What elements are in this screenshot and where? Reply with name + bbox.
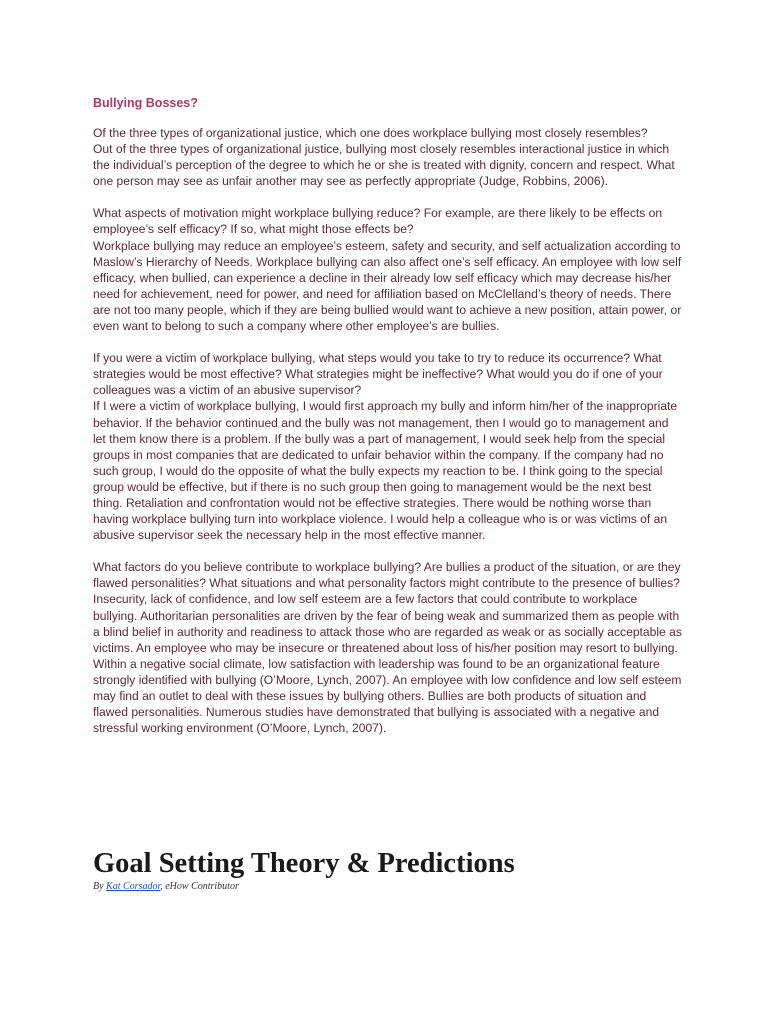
answer-text: If I were a victim of workplace bullying, I would first approach my bully and inform him/her of the inappropriate behavior. If the behavior continued and the bully was not management, then I would go to management and let them know there is a problem. If the bully was a part of management, I would seek help from the special groups in most companies that are dedicated to unfair behavior within the company. If the company had no such group, I would do the opposite of what the bully expects my reaction to be. I think going to the special group would be effective, but if there is no such group then going to management would be the next best thing. Retaliation and confrontation would not be effective strategies. There would be nothing worse than having workplace bullying turn into workplace violence. I would help a colleague who is or was victims of an abusive supervisor seek the necessary help in the most effective manner.	[93, 399, 678, 543]
question-text: If you were a victim of workplace bullying, what steps would you take to try to reduce its occurrence? What strategies would be most effective? What strategies might be ineffective? What would you do if one of your colleagues was a victim of an abusive supervisor?	[93, 351, 663, 398]
qa-section	[93, 350, 683, 543]
question-text: What factors do you believe contribute to workplace bullying? Are bullies a product of the situation, or are they flawed personalities? What situations and what personality factors might contribute to the presence of bullies?	[93, 560, 681, 591]
byline-suffix: , eHow Contributor	[160, 881, 239, 892]
question-text: What aspects of motivation might workplace bullying reduce? For example, are there likely to be effects on employee’s self efficacy? If so, what might those effects be?	[93, 206, 663, 237]
author-link[interactable]: Kat Corsador	[106, 881, 161, 892]
article-body	[93, 95, 683, 752]
answer-text: Out of the three types of organizational justice, bullying most closely resembles interactional justice in which the individual’s perception of the degree to which he or she is treated with dignity, concern and respect. What one person may see as unfair another may see as perfectly appropriate (Judge, Robbins, 2006).	[93, 142, 675, 189]
answer-text: Workplace bullying may reduce an employee’s esteem, safety and security, and self actualization according to Maslow’s Hierarchy of Needs. Workplace bullying can also affect one’s self efficacy. An employee with low self efficacy, when bullied, can experience a decline in their already low self efficacy which may decrease his/her need for achievement, need for power, and need for affiliation based on McClelland’s theory of needs. There are not too many people, which if they are being bullied would want to achieve a new position, attain power, or even want to belong to such a company where other employee’s are bullies.	[93, 238, 682, 334]
qa-section	[93, 559, 683, 736]
byline	[93, 881, 239, 892]
qa-section	[93, 125, 683, 189]
next-article-title: Goal Setting Theory & Predictions	[93, 848, 515, 879]
answer-text: Insecurity, lack of confidence, and low self esteem are a few factors that could contribute to workplace bullying. Authoritarian personalities are driven by the fear of being weak and summarized them as people with a blind belief in authority and readiness to attack those who are regarded as weak or as socially acceptable as victims. An employee who may be insecure or threatened about loss of his/her position may resort to bullying. Within a negative social climate, low satisfaction with leadership was found to be an organizational feature strongly identified with bullying (O’Moore, Lynch, 2007). An employee with low confidence and low self esteem may find an outlet to deal with these issues by bullying others. Bullies are both products of situation and flawed personalities. Numerous studies have demonstrated that bullying is associated with a negative and stressful working environment (O’Moore, Lynch, 2007).	[93, 592, 682, 736]
article-heading: Bullying Bosses?	[93, 96, 198, 110]
qa-section	[93, 205, 683, 334]
question-text: Of the three types of organizational justice, which one does workplace bullying most closely resembles?	[93, 126, 648, 140]
byline-prefix: By	[93, 881, 107, 892]
